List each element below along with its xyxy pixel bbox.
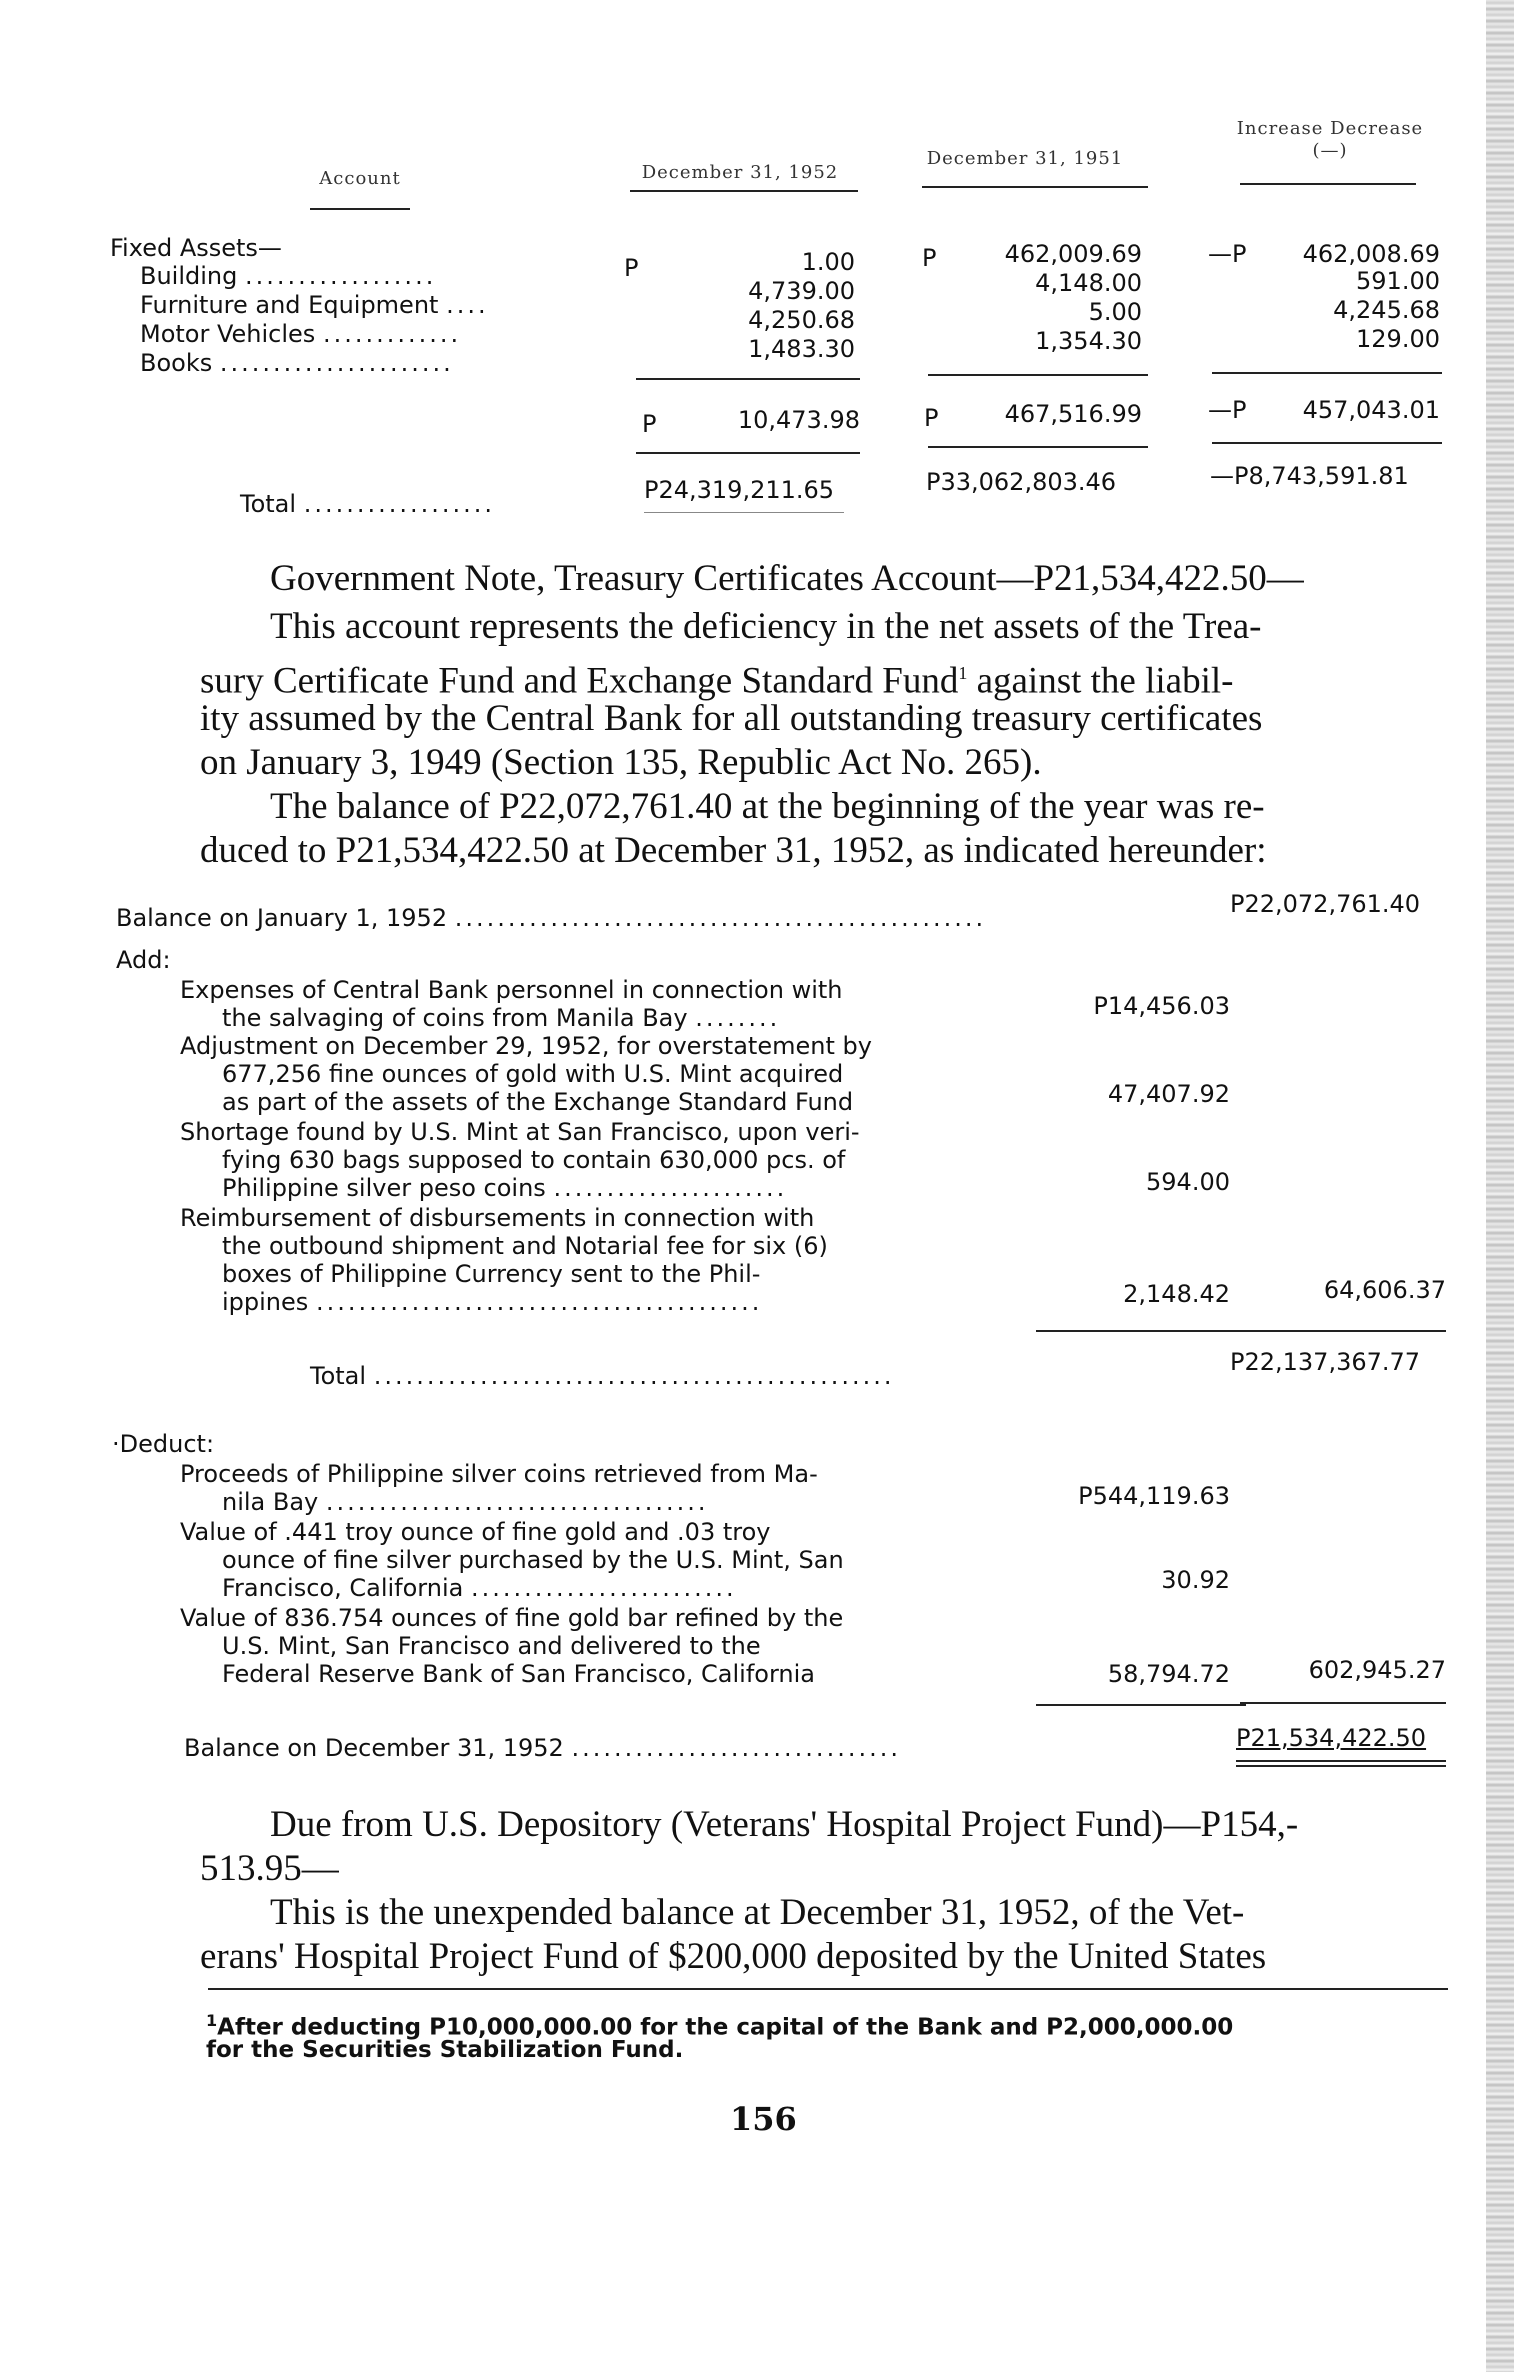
header-rule <box>922 186 1148 188</box>
deduct-item-amount: P544,119.63 <box>1078 1482 1230 1510</box>
section-label-fixed-assets: Fixed Assets— <box>110 234 282 262</box>
add-item-amount: 47,407.92 <box>1107 1080 1230 1108</box>
change-prefix: —P <box>1208 240 1247 268</box>
total-underline <box>644 512 844 513</box>
row-label-building: Building .................. <box>140 262 437 290</box>
cell-building-1952: 1.00 <box>801 248 855 276</box>
add-total-amount: 64,606.37 <box>1323 1276 1446 1304</box>
footnote-marker: 1 <box>206 2011 218 2030</box>
total-rule <box>1212 442 1442 444</box>
deduct-item-line: Proceeds of Philippine silver coins retrieved from Ma- <box>180 1460 818 1488</box>
add-item-line: Shortage found by U.S. Mint at San Francisco, upon veri- <box>180 1118 860 1146</box>
add-rule <box>1036 1330 1246 1332</box>
deduct-item-amount: 58,794.72 <box>1107 1660 1230 1688</box>
col-header-1952: December 31, 1952 <box>641 162 839 183</box>
col-header-account: Account <box>319 168 401 189</box>
deduct-item-line: Federal Reserve Bank of San Francisco, California <box>222 1660 815 1688</box>
add-item-amount: 594.00 <box>1146 1168 1230 1196</box>
deduct-item-line: ounce of fine silver purchased by the U.S. Mint, San <box>222 1546 844 1574</box>
cell-motor-change: 4,245.68 <box>1333 296 1440 324</box>
footnote-line: for the Securities Stabilization Fund. <box>206 2037 684 2063</box>
deduct-label: ·Deduct: <box>112 1430 215 1458</box>
footnote-line: $^1$After deducting P10,000,000.00 for the capital of the Bank and P2,000,000.00 <box>206 2011 1234 2041</box>
footnote-marker: 1 <box>958 663 968 683</box>
add-item-line: fying 630 bags supposed to contain 630,000 pcs. of <box>222 1146 846 1174</box>
reconciliation-total-amount: P22,137,367.77 <box>1230 1348 1421 1376</box>
cell-building-1951: 462,009.69 <box>1004 240 1142 268</box>
page-number: 156 <box>730 2100 797 2138</box>
deduct-item-line: nila Bay .................................... <box>222 1488 709 1516</box>
cell-books-change: 129.00 <box>1356 325 1440 353</box>
deduct-rule <box>1036 1704 1246 1706</box>
header-rule <box>1240 183 1416 185</box>
currency-symbol: P <box>924 404 939 432</box>
opening-balance-amount: P22,072,761.40 <box>1230 890 1421 918</box>
add-item-line: Philippine silver peso coins ...................... <box>222 1174 788 1202</box>
cell-subtotal-1951: 467,516.99 <box>1004 400 1142 428</box>
cell-furniture-1951: 4,148.00 <box>1035 269 1142 297</box>
cell-motor-1951: 5.00 <box>1088 298 1142 326</box>
currency-symbol: P <box>922 244 937 272</box>
col-header-1951: December 31, 1951 <box>926 148 1124 169</box>
closing-balance-label: Balance on December 31, 1952 ............................... <box>184 1734 901 1762</box>
subtotal-rule <box>1212 372 1442 374</box>
subtotal-rule <box>636 378 860 380</box>
row-label-motor-vehicles: Motor Vehicles ............. <box>140 320 462 348</box>
cell-total-1952: P24,319,211.65 <box>644 476 835 504</box>
col-header-change: Increase Decrease (—) <box>1236 118 1424 161</box>
deduct-rule <box>1240 1702 1446 1704</box>
add-item-line: Adjustment on December 29, 1952, for overstatement by <box>180 1032 872 1060</box>
cell-total-1951: P33,062,803.46 <box>926 468 1117 496</box>
cell-building-change: 462,008.69 <box>1302 240 1440 268</box>
cell-motor-1952: 4,250.68 <box>748 306 855 334</box>
total-rule <box>636 452 860 454</box>
add-item-line: the outbound shipment and Notarial fee for six (6) <box>222 1232 828 1260</box>
gov-note-p1-line: sury Certificate Fund and Exchange Standard Fund$^1$ against the liabil- <box>200 660 1234 702</box>
cell-furniture-change: 591.00 <box>1356 267 1440 295</box>
cell-books-1951: 1,354.30 <box>1035 327 1142 355</box>
deduct-total-amount: 602,945.27 <box>1308 1656 1446 1684</box>
add-item-amount: P14,456.03 <box>1093 992 1230 1020</box>
due-from-heading: Due from U.S. Depository (Veterans' Hospital Project Fund)—P154,- <box>270 1804 1299 1845</box>
total-rule <box>928 446 1148 448</box>
add-item-line: the salvaging of coins from Manila Bay ........ <box>222 1004 781 1032</box>
deduct-item-line: Value of .441 troy ounce of fine gold and .03 troy <box>180 1518 771 1546</box>
closing-balance-amount: P21,534,422.50 <box>1236 1724 1427 1752</box>
gov-note-p1-line: ity assumed by the Central Bank for all outstanding treasury certificates <box>200 698 1263 739</box>
add-item-line: ippines .......................................... <box>222 1288 763 1316</box>
add-item-line: boxes of Philippine Currency sent to the Phil- <box>222 1260 761 1288</box>
gov-note-p1-line: on January 3, 1949 (Section 135, Republic Act No. 265). <box>200 742 1042 783</box>
cell-total-change: —P8,743,591.81 <box>1210 462 1409 490</box>
row-label-furniture: Furniture and Equipment .... <box>140 291 489 319</box>
double-underline <box>1236 1765 1446 1767</box>
cell-furniture-1952: 4,739.00 <box>748 277 855 305</box>
footnote-rule <box>208 1988 1448 1990</box>
deduct-item-line: Value of 836.754 ounces of fine gold bar refined by the <box>180 1604 844 1632</box>
scan-edge <box>1486 0 1514 2372</box>
add-item-line: 677,256 fine ounces of gold with U.S. Mint acquired <box>222 1060 844 1088</box>
due-from-paragraph-line: This is the unexpended balance at December 31, 1952, of the Vet- <box>270 1892 1245 1933</box>
cell-subtotal-1952: 10,473.98 <box>737 406 860 434</box>
currency-symbol: P <box>642 410 657 438</box>
due-from-paragraph-line: erans' Hospital Project Fund of $200,000 deposited by the United States <box>200 1936 1267 1977</box>
total-label: Total ................................................. <box>310 1362 895 1390</box>
add-item-line: Reimbursement of disbursements in connection with <box>180 1204 815 1232</box>
add-label: Add: <box>116 946 171 974</box>
cell-books-1952: 1,483.30 <box>748 335 855 363</box>
header-rule <box>310 208 410 210</box>
add-item-line: as part of the assets of the Exchange Standard Fund <box>222 1088 854 1116</box>
subtotal-rule <box>928 374 1148 376</box>
gov-note-p1-line: This account represents the deficiency in the net assets of the Trea- <box>270 606 1262 647</box>
deduct-item-line: Francisco, California ......................... <box>222 1574 737 1602</box>
opening-balance-label: Balance on January 1, 1952 .................................................. <box>116 904 987 932</box>
add-item-line: Expenses of Central Bank personnel in connection with <box>180 976 843 1004</box>
currency-symbol: P <box>624 254 639 282</box>
change-prefix: —P <box>1208 396 1247 424</box>
gov-note-p2-line: duced to P21,534,422.50 at December 31, 1952, as indicated hereunder: <box>200 830 1267 871</box>
add-rule <box>1240 1330 1446 1332</box>
header-rule <box>630 190 858 192</box>
add-item-amount: 2,148.42 <box>1123 1280 1230 1308</box>
gov-note-p2-line: The balance of P22,072,761.40 at the beginning of the year was re- <box>270 786 1265 827</box>
deduct-item-amount: 30.92 <box>1161 1566 1230 1594</box>
due-from-heading: 513.95— <box>200 1848 339 1889</box>
gov-note-heading: Government Note, Treasury Certificates Account—P21,534,422.50— <box>270 558 1304 599</box>
total-label: Total .................. <box>240 490 496 518</box>
deduct-item-line: U.S. Mint, San Francisco and delivered to the <box>222 1632 761 1660</box>
cell-subtotal-change: 457,043.01 <box>1302 396 1440 424</box>
row-label-books: Books ...................... <box>140 349 454 377</box>
double-underline <box>1236 1760 1446 1762</box>
